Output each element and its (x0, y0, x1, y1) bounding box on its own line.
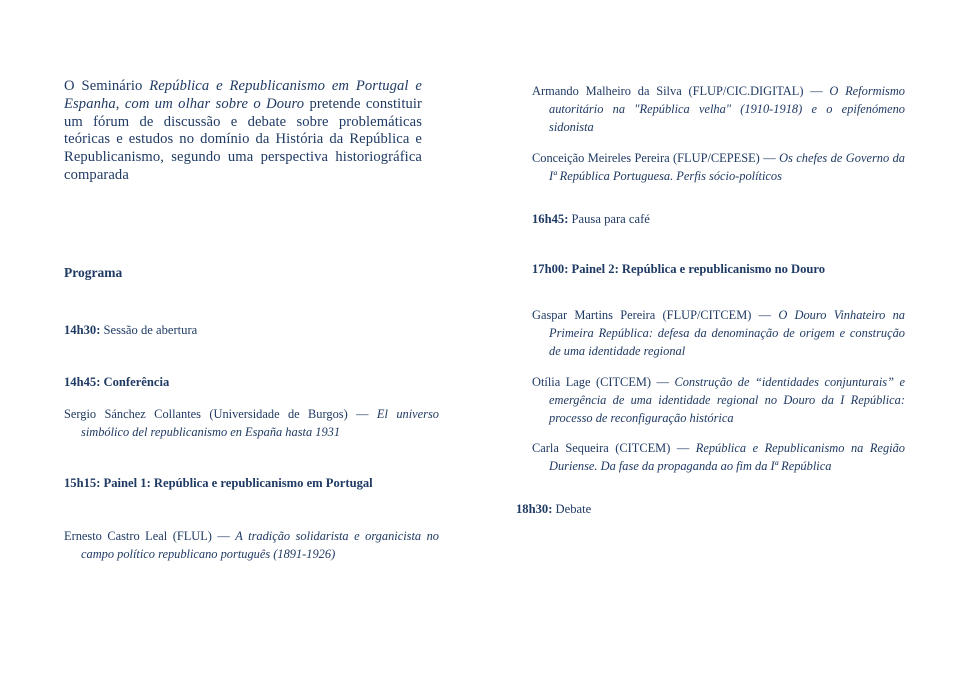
speaker-name: Otília Lage (CITCEM) — (532, 375, 675, 389)
schedule-time: 18h30: (516, 502, 553, 516)
schedule-time: 16h45: (532, 212, 569, 226)
talk-title: El universo simbólico del republicanismo en España hasta 1931 (81, 407, 439, 439)
speaker-entry (64, 527, 439, 563)
schedule-text: Debate (552, 502, 592, 516)
speaker-entry (532, 149, 905, 185)
schedule-text: Sessão de abertura (100, 323, 198, 337)
schedule-time: 15h15: (64, 476, 101, 490)
speaker-name: Armando Malheiro da Silva (FLUP/CIC.DIGITAL) — (532, 84, 830, 98)
schedule-item-conference (64, 375, 169, 390)
schedule-item-debate (516, 502, 591, 517)
talk-title: Construção de “identidades conjunturais” e emergência de uma identidade regional no Douro da I República: processo de reconfiguração histórica (549, 375, 906, 425)
schedule-text: Painel 1: República e republicanismo em Portugal (100, 476, 373, 490)
speaker-name: Gaspar Martins Pereira (FLUP/CITCEM) — (532, 308, 779, 322)
talk-title: Os chefes de Governo da Iª República Portuguesa. Perfis sócio-políticos (549, 151, 905, 183)
speaker-entry (532, 82, 905, 136)
seminar-title: República e Republicanismo em Portugal e Espanha, com um olhar sobre o Douro (64, 78, 422, 112)
schedule-time: 14h45: (64, 375, 101, 389)
programa-heading: Programa (64, 265, 123, 280)
schedule-text: Conferência (100, 375, 170, 389)
talk-title: A tradição solidarista e organicista no campo político republicano português (1891-1926) (81, 529, 439, 561)
schedule-item-opening (64, 323, 197, 338)
schedule-text: Painel 2: República e republicanismo no Douro (568, 262, 826, 276)
talk-title: República e Republicanismo na Região Duriense. Da fase da propaganda ao fim da Iª República (549, 441, 906, 473)
speaker-name: Ernesto Castro Leal (FLUL) — (64, 529, 236, 543)
speaker-entry (532, 439, 905, 475)
intro-text-start: O Seminário (64, 78, 150, 94)
speaker-entry (64, 405, 439, 441)
schedule-time: 14h30: (64, 323, 101, 337)
schedule-item-pausa (532, 212, 650, 227)
schedule-item-painel2 (532, 262, 825, 277)
intro-paragraph (64, 78, 422, 185)
speaker-entry (532, 306, 905, 360)
talk-title: O Reformismo autoritário na "República velha" (1910-1918) e o epifenómeno sidonista (549, 84, 905, 134)
speaker-entry (532, 373, 905, 427)
schedule-text: Pausa para café (568, 212, 650, 226)
schedule-item-painel1 (64, 476, 373, 491)
schedule-time: 17h00: (532, 262, 569, 276)
speaker-name: Sergio Sánchez Collantes (Universidade de Burgos) — (64, 407, 377, 421)
speaker-name: Carla Sequeira (CITCEM) — (532, 441, 696, 455)
speaker-name: Conceição Meireles Pereira (FLUP/CEPESE) — (532, 151, 780, 165)
talk-title: O Douro Vinhateiro na Primeira República: defesa da denominação de origem e construção de uma identidade regional (549, 308, 905, 358)
intro-text-end: pretende constituir um fórum de discussão e debate sobre problemáticas teóricas e estudos no domínio da História da República e Republicanismo, segundo uma perspectiva historiográfica comparada (64, 95, 422, 183)
